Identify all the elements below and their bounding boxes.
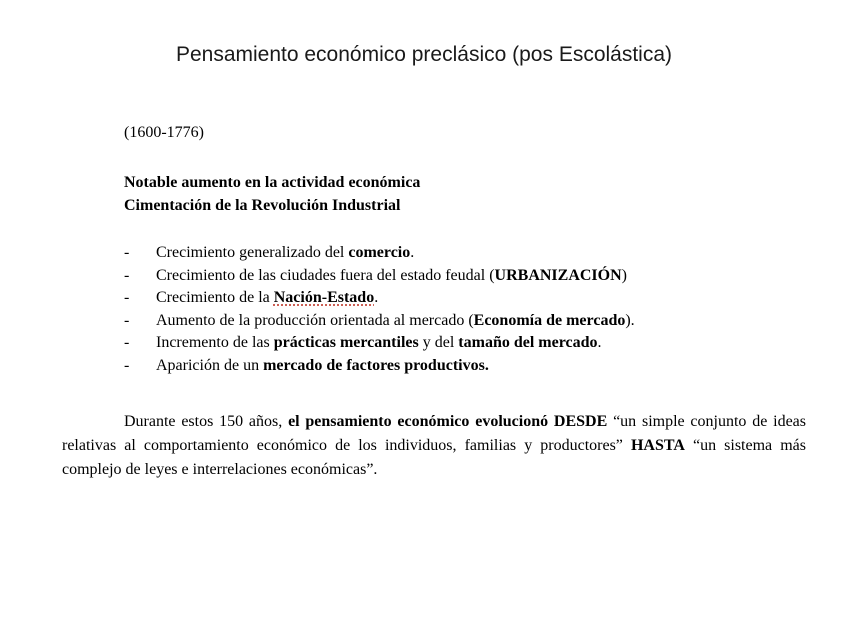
date-range: (1600-1776): [124, 124, 204, 141]
list-item: [124, 355, 804, 378]
bullet-bold: comercio: [348, 244, 411, 261]
bullet-bold: prácticas mercantiles: [273, 334, 419, 351]
paragraph-text: “un sistema más complejo de leyes e interrelaciones económicas”.: [62, 437, 806, 478]
list-item: [124, 310, 804, 333]
heading-economic-activity: Notable aumento en la actividad económica: [124, 174, 421, 191]
bullet-text: Aumento de la producción orientada al mercado (: [156, 311, 474, 329]
bullet-text: .: [410, 244, 415, 261]
paragraph-bold: el pensamiento económico evolucionó DESDE: [288, 413, 608, 430]
bullet-dash: -: [124, 334, 130, 351]
bullet-dash: -: [124, 266, 130, 284]
bullet-text: ).: [625, 311, 635, 329]
bullet-text: .: [597, 334, 602, 351]
bullet-dash: -: [124, 289, 130, 306]
bullet-dash: -: [124, 356, 130, 374]
heading-industrial-revolution: Cimentación de la Revolución Industrial: [124, 197, 401, 214]
bullet-bold: tamaño del mercado: [458, 334, 598, 351]
list-item: [124, 265, 804, 288]
bullet-text: ): [621, 266, 627, 284]
bullet-text: Crecimiento generalizado del: [156, 244, 349, 261]
list-item: [124, 242, 804, 265]
bullet-text: .: [374, 289, 379, 306]
bullet-bold: Nación-Estado: [273, 289, 375, 306]
bullet-dash: -: [124, 311, 130, 329]
bullet-text: Aparición de un: [156, 356, 264, 374]
bullet-bold: Economía de mercado: [473, 311, 626, 329]
paragraph-text: “un simple conjunto de ideas relativas al comportamiento económico de los individuos, familias y productores”: [62, 413, 807, 454]
bullet-bold: mercado de factores productivos.: [263, 356, 489, 374]
paragraph-bold: HASTA: [630, 437, 685, 454]
paragraph-text: Durante estos 150 años,: [124, 413, 289, 430]
headings: [124, 171, 420, 217]
bullet-text: Crecimiento de las ciudades fuera del estado feudal (: [156, 266, 495, 284]
bullet-list: [124, 242, 804, 377]
bullet-text: Incremento de las: [156, 334, 274, 351]
list-item: [124, 287, 804, 310]
slide-title: Pensamiento económico preclásico (pos Escolástica): [175, 43, 673, 66]
list-item: [124, 332, 804, 355]
bullet-text: Crecimiento de la: [156, 289, 274, 306]
bullet-bold: URBANIZACIÓN: [494, 266, 622, 284]
bullet-text: y del: [418, 334, 459, 351]
bullet-dash: -: [124, 244, 130, 261]
summary-paragraph: [62, 410, 806, 482]
